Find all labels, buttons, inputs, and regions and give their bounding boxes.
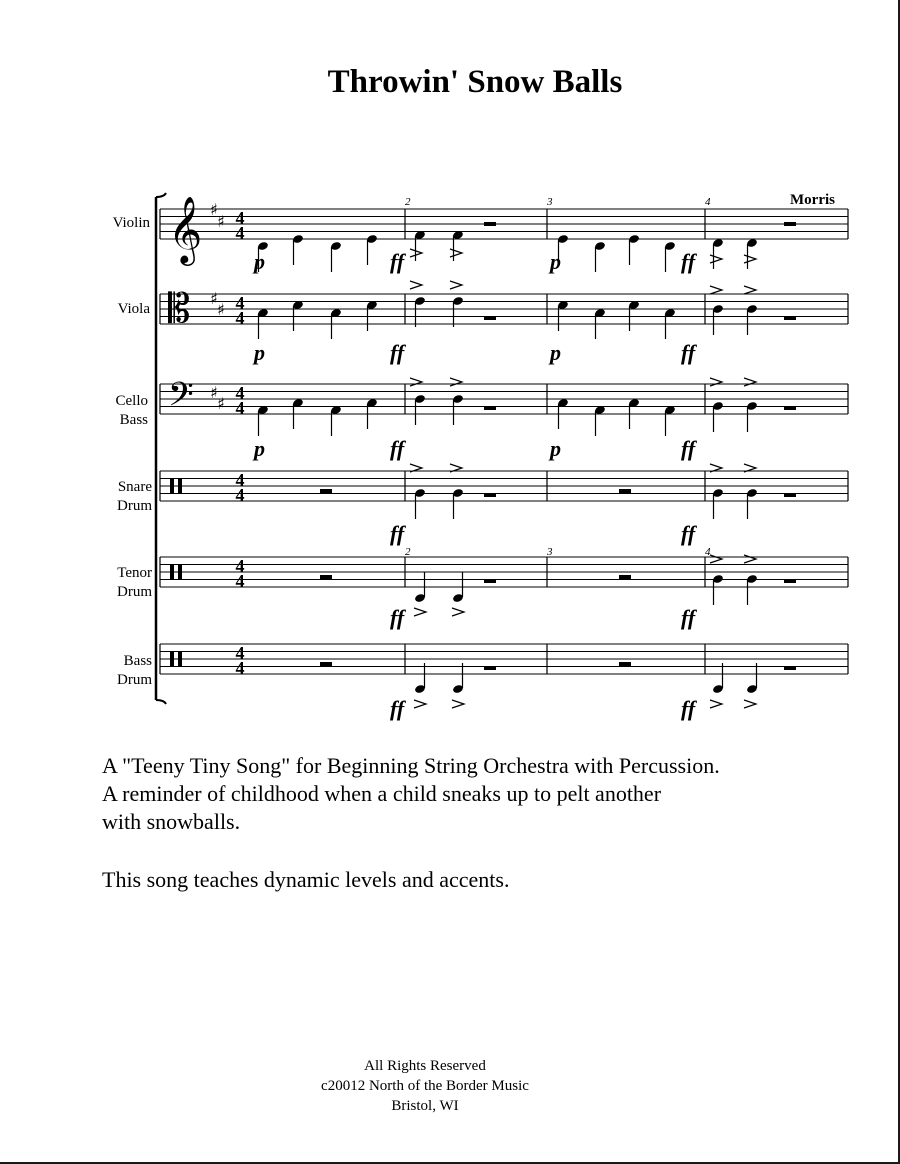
- alto-clef-icon: 𝄡: [168, 286, 191, 332]
- measure-number: 4: [705, 196, 711, 208]
- tenor-drum-label-text: Drum: [117, 584, 152, 600]
- time-signature-bottom: 4: [235, 223, 245, 243]
- half-rest: [619, 575, 631, 579]
- accent-mark: [710, 255, 722, 263]
- percussion-clef-icon: [178, 565, 182, 579]
- accent-mark: [710, 555, 722, 563]
- time-signature-top: 4: [235, 643, 245, 663]
- dynamic-fortissimo: ff: [390, 249, 405, 274]
- accent-mark: [744, 700, 756, 708]
- half-rest: [484, 493, 496, 497]
- footer-location: Bristol, WI: [391, 1098, 459, 1114]
- accent-mark: [414, 608, 426, 616]
- violin-label-text: Violin: [112, 215, 150, 231]
- accent-mark: [450, 378, 462, 386]
- half-rest: [784, 666, 796, 670]
- accent-mark: [710, 378, 722, 386]
- description-line-1: A "Teeny Tiny Song" for Beginning String Orchestra with Percussion.: [102, 753, 720, 778]
- time-signature-top: 4: [235, 556, 245, 576]
- dynamic-fortissimo: ff: [390, 521, 405, 546]
- half-rest: [320, 489, 332, 493]
- time-signature-bottom: 4: [235, 485, 245, 505]
- dynamic-piano: p: [254, 340, 265, 365]
- time-signature-bottom: 4: [235, 658, 245, 678]
- time-signature-bottom: 4: [235, 308, 245, 328]
- sharp-icon: ♯: [210, 289, 218, 308]
- accent-mark: [744, 378, 756, 386]
- dynamic-fortissimo: ff: [681, 340, 696, 365]
- footer: [0, 1056, 850, 1116]
- accent-mark: [744, 555, 756, 563]
- accent-mark: [710, 286, 722, 294]
- bass-clef-icon: 𝄢: [168, 376, 194, 422]
- half-rest: [484, 222, 496, 226]
- description-line-4: This song teaches dynamic levels and accents.: [102, 867, 510, 892]
- accent-mark: [744, 286, 756, 294]
- description-line-3: with snowballs.: [102, 809, 241, 834]
- half-rest: [484, 406, 496, 410]
- measure-number: 2: [405, 546, 411, 558]
- score-title: Throwin' Snow Balls: [327, 64, 623, 100]
- half-rest: [484, 579, 496, 583]
- time-signature-top: 4: [235, 208, 245, 228]
- measure-number: 3: [547, 196, 553, 208]
- accent-mark: [710, 700, 722, 708]
- half-rest: [320, 662, 332, 666]
- accent-mark: [450, 281, 462, 289]
- half-rest: [619, 662, 631, 666]
- accent-mark: [410, 378, 422, 386]
- dynamic-piano: p: [254, 249, 265, 274]
- snare-drum-label-text: Drum: [117, 498, 152, 514]
- half-rest: [320, 575, 332, 579]
- half-rest: [784, 493, 796, 497]
- dynamic-fortissimo: ff: [681, 605, 696, 630]
- measure-number: 2: [405, 196, 411, 208]
- accent-mark: [450, 249, 462, 257]
- sharp-icon: ♯: [217, 394, 225, 413]
- viola-label-text: Viola: [117, 301, 150, 317]
- description-line-2: A reminder of childhood when a child sneaks up to pelt another: [102, 781, 662, 806]
- dynamic-fortissimo: ff: [681, 521, 696, 546]
- dynamic-fortissimo: ff: [390, 340, 405, 365]
- half-rest: [484, 316, 496, 320]
- accent-mark: [744, 255, 756, 263]
- bass-drum-label-text: Drum: [117, 672, 152, 688]
- dynamic-fortissimo: ff: [390, 605, 405, 630]
- accent-mark: [452, 700, 464, 708]
- percussion-clef-icon: [178, 479, 182, 493]
- sharp-icon: ♯: [210, 200, 218, 219]
- percussion-clef-icon: [178, 652, 182, 666]
- dynamic-piano: p: [550, 340, 561, 365]
- system-bracket-bottom-hook: [156, 700, 166, 704]
- dynamic-piano: p: [550, 249, 561, 274]
- description-block: [102, 752, 882, 894]
- time-signature-top: 4: [235, 470, 245, 490]
- footer-copyright: c20012 North of the Border Music: [321, 1078, 529, 1094]
- dynamic-fortissimo: ff: [681, 436, 696, 461]
- accent-mark: [452, 608, 464, 616]
- composer-name: Morris: [790, 192, 835, 208]
- measure-number: 3: [547, 546, 553, 558]
- percussion-clef-icon: [170, 479, 174, 493]
- system-bracket-top-hook: [156, 193, 166, 197]
- dynamic-piano: p: [254, 436, 265, 461]
- dynamic-fortissimo: ff: [681, 249, 696, 274]
- dynamic-fortissimo: ff: [681, 696, 696, 721]
- sharp-icon: ♯: [217, 300, 225, 319]
- sharp-icon: ♯: [210, 383, 218, 402]
- percussion-clef-icon: [170, 652, 174, 666]
- time-signature-top: 4: [235, 293, 245, 313]
- half-rest: [784, 316, 796, 320]
- percussion-clef-icon: [170, 565, 174, 579]
- accent-mark: [410, 281, 422, 289]
- half-rest: [784, 579, 796, 583]
- sharp-icon: ♯: [217, 212, 225, 231]
- time-signature-bottom: 4: [235, 571, 245, 591]
- time-signature-bottom: 4: [235, 398, 245, 418]
- bass-label-text: Bass: [123, 653, 152, 669]
- accent-mark: [414, 700, 426, 708]
- treble-clef-icon: 𝄞: [168, 195, 203, 263]
- bass-label-text: Bass: [119, 412, 148, 428]
- tenor-label-text: Tenor: [117, 565, 152, 581]
- dynamic-piano: p: [550, 436, 561, 461]
- half-rest: [784, 222, 796, 226]
- half-rest: [619, 489, 631, 493]
- time-signature-top: 4: [235, 383, 245, 403]
- dynamic-fortissimo: ff: [390, 696, 405, 721]
- snare-label-text: Snare: [117, 479, 152, 495]
- half-rest: [784, 406, 796, 410]
- cello-label-text: Cello: [115, 393, 148, 409]
- half-rest: [484, 666, 496, 670]
- measure-number: 4: [705, 546, 711, 558]
- footer-rights: All Rights Reserved: [364, 1058, 486, 1074]
- dynamic-fortissimo: ff: [390, 436, 405, 461]
